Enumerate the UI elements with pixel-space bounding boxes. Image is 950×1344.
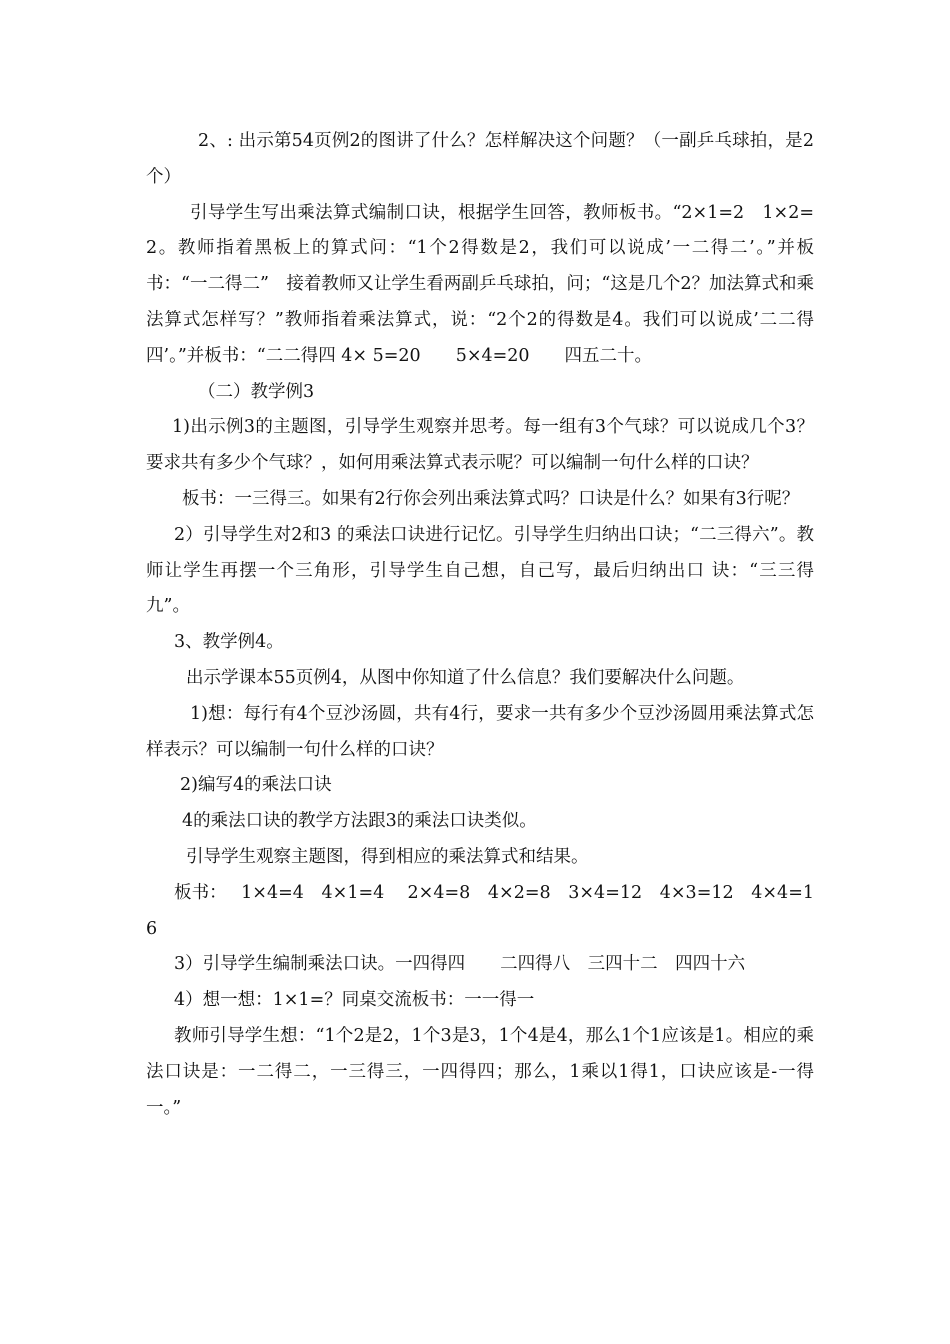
paragraph-example-4-step-2: 2)编写4的乘法口诀 xyxy=(180,775,332,796)
paragraph-example-4-step-3: 3）引导学生编制乘法口诀。一四得四 二四得八 三四十二 四四十六 xyxy=(174,954,746,975)
paragraph-example-4-intro: 出示学课本55页例4，从图中你知道了什么信息？我们要解决什么问题。 xyxy=(186,667,745,688)
paragraph-example-4-board: 板书： 1×4=4 4×1=4 2×4=8 4×2=8 3×4=12 4×3=12 4×4=16 xyxy=(146,882,814,939)
paragraph-example-2: 2、: 出示第54页例2的图讲了什么？怎样解决这个问题？（一副乒乓球拍，是2个） xyxy=(146,131,814,187)
paragraph-example-4-step-4: 4）想一想：1×1=？同桌交流板书：一一得一 xyxy=(174,990,535,1011)
paragraph-example-3-board: 板书：一三得三。如果有2行你会列出乘法算式吗？口诀是什么？如果有3行呢？ xyxy=(182,488,800,509)
section-heading-example-4: 3、教学例4。 xyxy=(174,632,284,653)
paragraph-example-3-step-1: 1)出示例3的主题图，引导学生观察并思考。每一组有3个气球？可以说成几个3？要求共有多少个气球？，如何用乘法算式表示呢？可以编制一句什么样的口诀？ xyxy=(146,417,814,474)
paragraph-example-3-step-2: 2）引导学生对2和3 的乘法口诀进行记忆。引导学生归纳出口诀；“二三得六”。教师让学生再摆一个三角形，引导学生自己想，自己写，最后归纳出口 诀：“三三得九”。 xyxy=(146,524,814,617)
paragraph-example-4-step-1: 1)想：每行有4个豆沙汤圆，共有4行，要求一共有多少个豆沙汤圆用乘法算式怎样表示？可以编制一句什么样的口诀？ xyxy=(146,703,814,760)
paragraph-teacher-guide: 教师引导学生想：“1个2是2，1个3是3，1个4是4，那么1个1应该是1。相应的乘法口诀是：一二得二，一三得三，一四得四；那么，1乘以1得1，口诀应该是-一得一。” xyxy=(146,1025,814,1118)
document-body xyxy=(146,124,814,1126)
paragraph-example-2-board: 引导学生写出乘法算式编制口诀，根据学生回答，教师板书。“2×1=2 1×2=2。教师指着黑板上的算式问：“1个2得数是2，我们可以说成’一二得二’。”并板书：“一二得二” 接着教师又让学生看两副乒乓球拍，问；“这是几个2？加法算式和乘法算式怎样写？”教师指着乘法算式，说：“2个2的得数是4。我们可以说成’二二得四’。”并板书：“二二得四 4× 5=20 5×4=20 四五二十。 xyxy=(146,202,814,366)
paragraph-example-4-method: 4的乘法口诀的教学方法跟3的乘法口诀类似。 xyxy=(182,811,537,832)
section-heading-example-3: （二）教学例3 xyxy=(198,381,315,402)
paragraph-example-4-observe: 引导学生观察主题图，得到相应的乘法算式和结果。 xyxy=(186,846,589,867)
